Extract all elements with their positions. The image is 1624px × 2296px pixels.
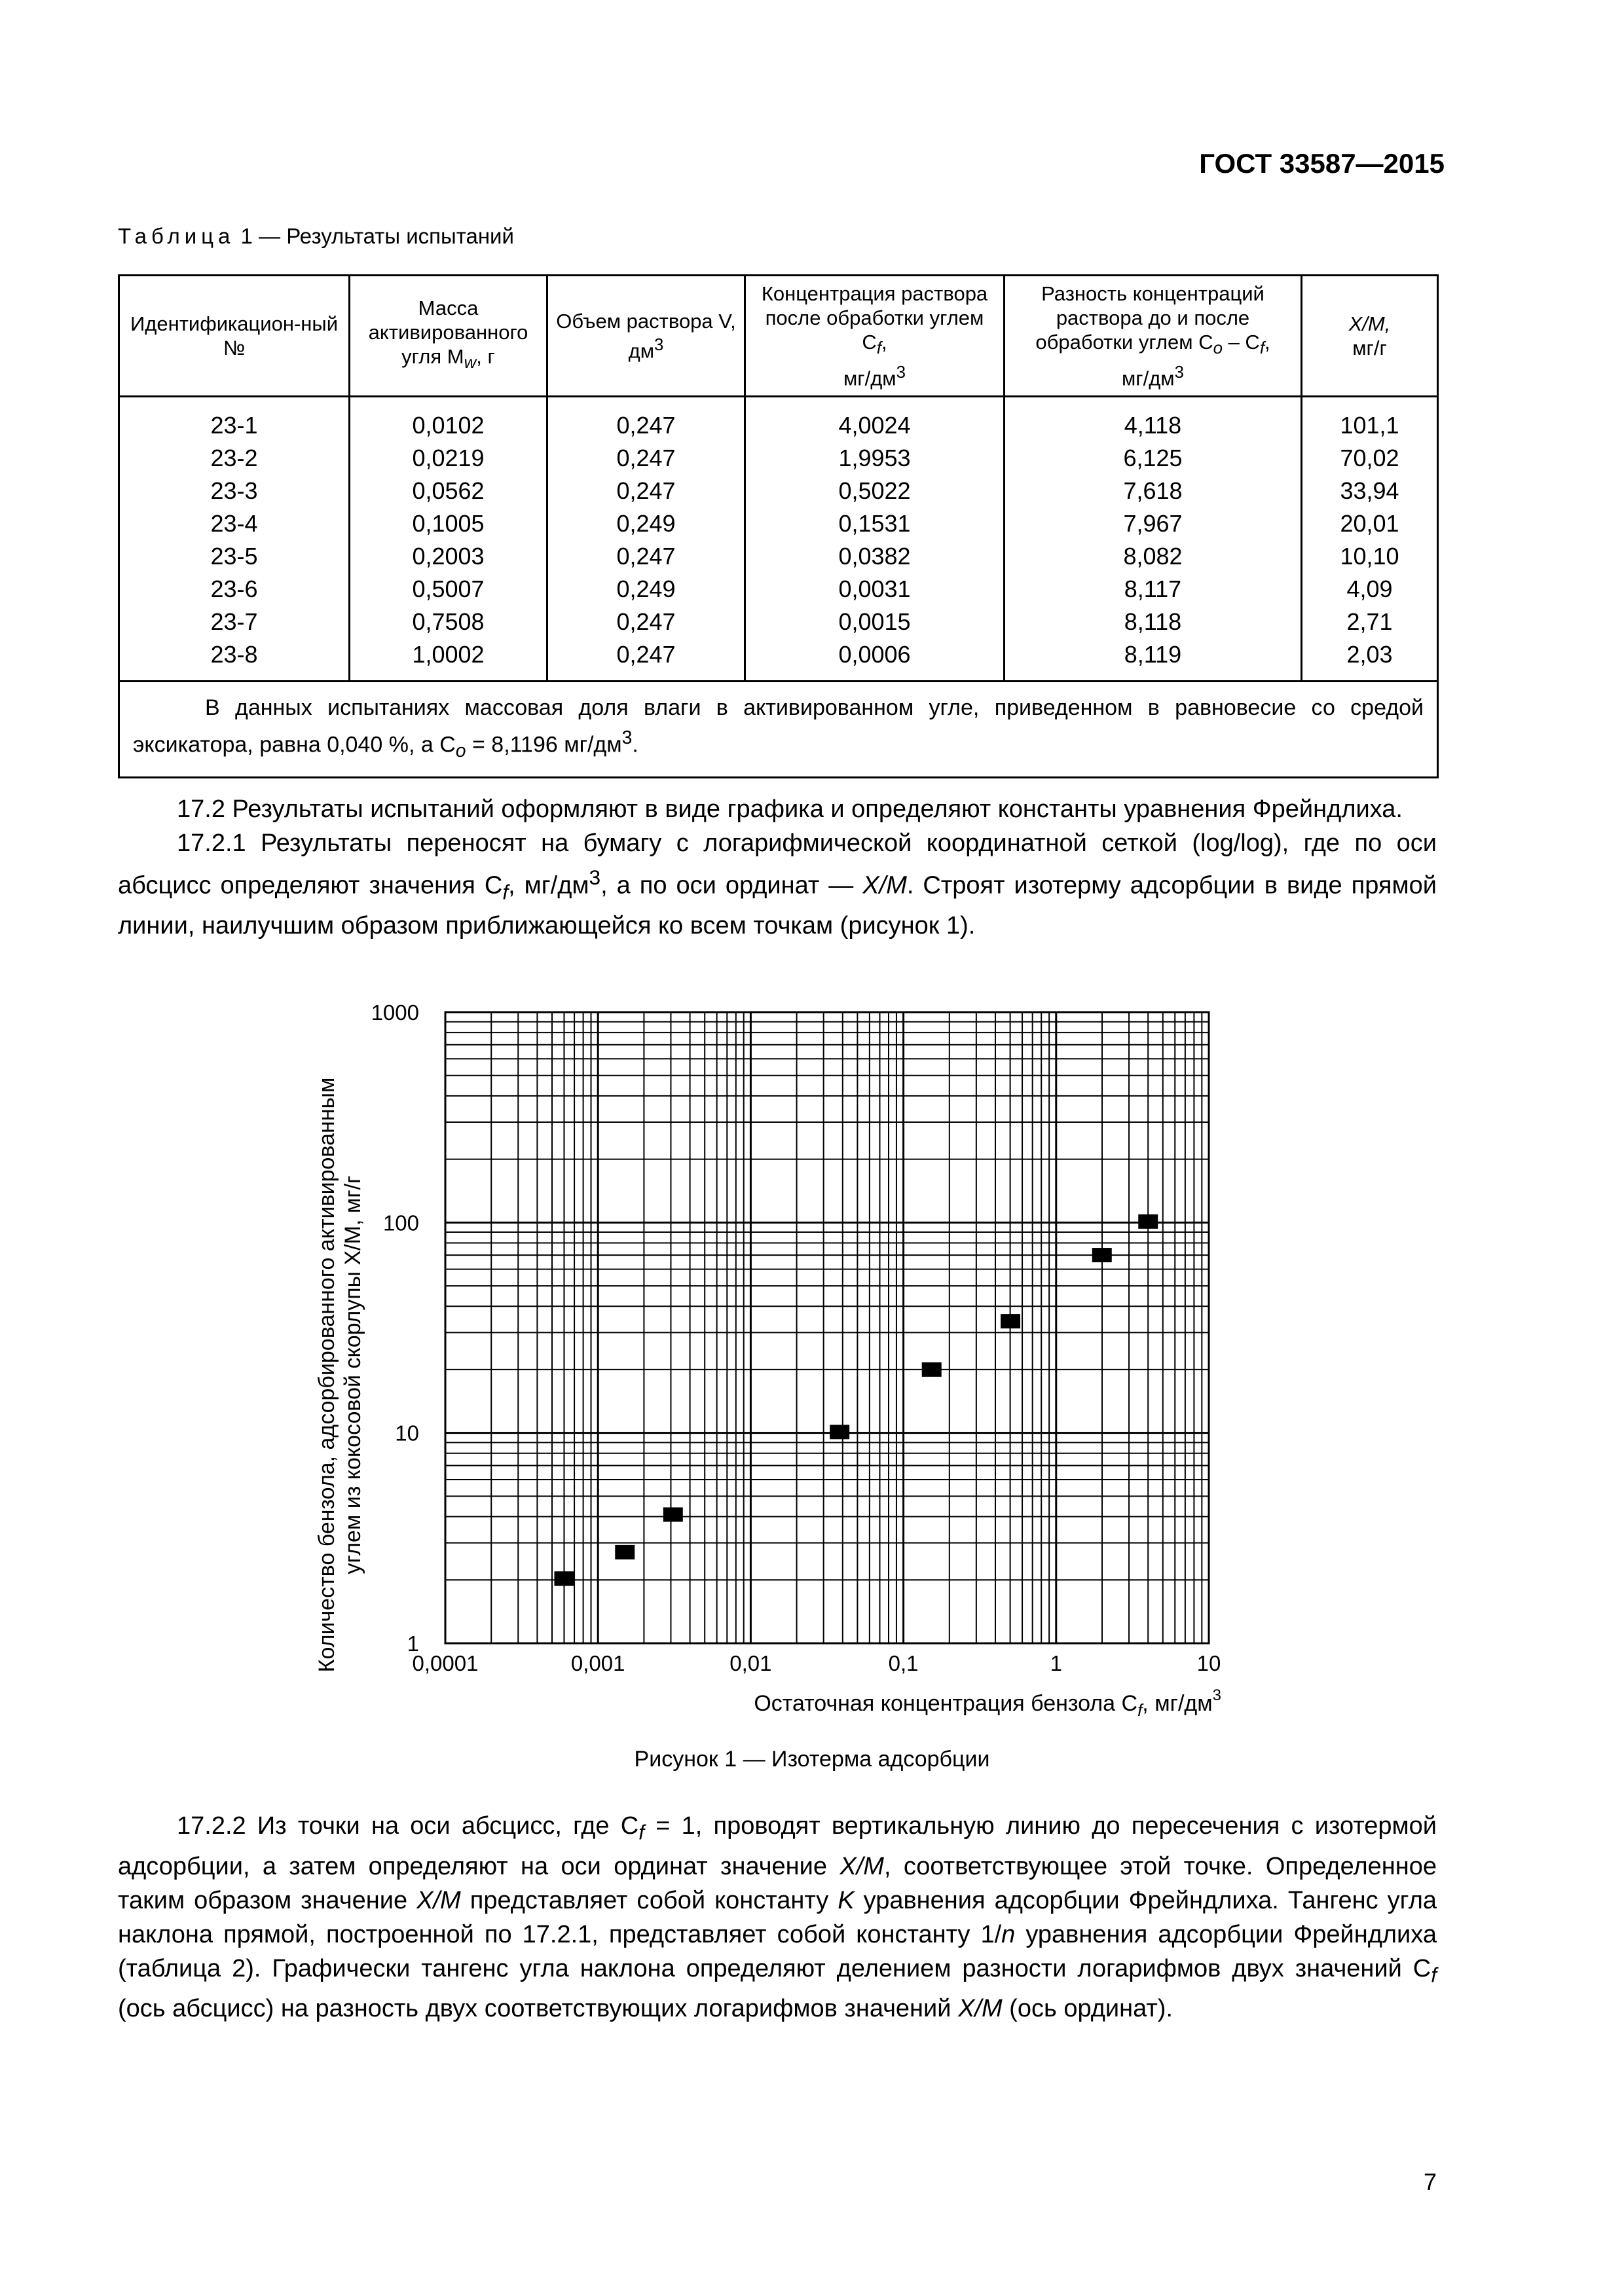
paragraph-17-2: 17.2 Результаты испытаний оформляют в виде графика и определяют константы уравнения Фрейндлиха. <box>177 795 1403 823</box>
cell: 1,9953 <box>745 442 1005 475</box>
data-point <box>1092 1248 1112 1262</box>
cell: 8,118 <box>1005 606 1302 638</box>
cell: 23-6 <box>119 573 350 606</box>
cell: 2,71 <box>1302 606 1438 638</box>
data-points <box>554 1214 1158 1586</box>
figure-caption: Рисунок 1 — Изотерма адсорбции <box>634 1747 990 1772</box>
cell: 0,0031 <box>745 573 1005 606</box>
header-xm: X/M, мг/г <box>1302 276 1438 397</box>
cell: 23-2 <box>119 442 350 475</box>
cell: 0,0382 <box>745 540 1005 573</box>
cell: 23-3 <box>119 475 350 507</box>
header-difference: Разность концентраций раствора до и после обработки углем $C_o - C_f$, $мг/дм^3$ <box>1005 276 1302 397</box>
cell: 0,249 <box>547 507 745 540</box>
cell: 0,7508 <box>350 606 547 638</box>
x-tick-label: 0,0001 <box>412 1651 479 1675</box>
header-mass: Масса активированного угля $M_w$, г <box>350 276 547 397</box>
cell: 23-1 <box>119 397 350 443</box>
table-row <box>119 475 1438 507</box>
cell: 0,0006 <box>745 638 1005 682</box>
header-id: Идентификацион-ный № <box>119 276 350 397</box>
header-concentration: Концентрация раствора после обработки углем $C_f$, $мг/дм^3$ <box>745 276 1005 397</box>
cell: 0,0219 <box>350 442 547 475</box>
cell: 2,03 <box>1302 638 1438 682</box>
cell: 0,1005 <box>350 507 547 540</box>
data-point <box>554 1571 574 1586</box>
cell: 33,94 <box>1302 475 1438 507</box>
table-row <box>119 507 1438 540</box>
table-row <box>119 442 1438 475</box>
x-tick-label: 10 <box>1196 1651 1221 1675</box>
cell: 0,0562 <box>350 475 547 507</box>
header-volume: Объем раствора V, $дм^3$ <box>547 276 745 397</box>
cell: 4,0024 <box>745 397 1005 443</box>
x-tick-label: 0,001 <box>570 1651 625 1675</box>
cell: 0,247 <box>547 540 745 573</box>
data-point <box>1001 1314 1020 1328</box>
y-axis-label-line-2: углем из кокосовой скорлупы X/M, мг/г <box>341 1175 365 1575</box>
table-row <box>119 638 1438 682</box>
table-header-row <box>119 276 1438 397</box>
y-tick-label: 1 <box>407 1631 419 1656</box>
table-row <box>119 573 1438 606</box>
cell: 1,0002 <box>350 638 547 682</box>
x-tick-label: 1 <box>1050 1651 1062 1675</box>
plot-frame <box>445 1012 1209 1643</box>
section-17-2 <box>118 792 1437 943</box>
data-point <box>830 1425 849 1439</box>
cell: 6,125 <box>1005 442 1302 475</box>
data-point <box>663 1507 683 1522</box>
cell: 4,09 <box>1302 573 1438 606</box>
adsorption-isotherm-chart <box>308 982 1257 1722</box>
cell: 8,119 <box>1005 638 1302 682</box>
axis-tick-labels <box>371 1000 1221 1675</box>
cell: 0,5022 <box>745 475 1005 507</box>
y-tick-label: 1000 <box>371 1000 419 1025</box>
paragraph-17-2-2: 17.2.2 Из точки на оси абсцисс, где $C_f = 1$, проводят вертикальную линию до пересечения с изотермой адсорбции, а затем определяют на оси ординат значение X/M, соответствующее этой точке. Определенное таким образом значение X/M представляет собой константу K уравнения адсорбции Фрейндлиха. Тангенс угла наклона прямой, построенной по 17.2.1, представляет собой константу 1/n уравнения адсорбции Фрейндлиха (таблица 2). Графически тангенс угла наклона определяют делением разности логарифмов двух значений $C_f$ (ось абсцисс) на разность двух соответствующих логарифмов значений X/M (ось ординат). <box>118 1812 1437 2023</box>
cell: 20,01 <box>1302 507 1438 540</box>
cell: 0,247 <box>547 606 745 638</box>
cell: 101,1 <box>1302 397 1438 443</box>
cell: 23-8 <box>119 638 350 682</box>
cell: 0,1531 <box>745 507 1005 540</box>
cell: 8,082 <box>1005 540 1302 573</box>
cell: 0,2003 <box>350 540 547 573</box>
x-axis-label: Остаточная концентрация бензола $C_f$, $мг/дм^3$ <box>754 1686 1221 1720</box>
table-note-row <box>119 682 1438 778</box>
page-number: 7 <box>1423 2168 1437 2195</box>
x-tick-label: 0,1 <box>888 1651 919 1675</box>
cell: 0,247 <box>547 475 745 507</box>
cell: 0,249 <box>547 573 745 606</box>
cell: 0,5007 <box>350 573 547 606</box>
paragraph-17-2-1: 17.2.1 Результаты переносят на бумагу с логарифмической координатной сеткой (log/log), где по оси абсцисс определяют значения $C_f$, $мг/дм^3$, а по оси ординат — X/M. Строят изотерму адсорбции в виде прямой линии, наилучшим образом приближающейся ко всем точкам (рисунок 1). <box>118 829 1437 940</box>
cell: 0,0015 <box>745 606 1005 638</box>
cell: 0,247 <box>547 638 745 682</box>
cell: 0,0102 <box>350 397 547 443</box>
log-grid <box>445 1012 1209 1643</box>
x-tick-label: 0,01 <box>729 1651 772 1675</box>
cell: 23-5 <box>119 540 350 573</box>
cell: 0,247 <box>547 442 745 475</box>
data-point <box>922 1362 942 1377</box>
y-tick-label: 10 <box>395 1421 419 1446</box>
cell: 70,02 <box>1302 442 1438 475</box>
results-table <box>118 274 1439 778</box>
cell: 23-7 <box>119 606 350 638</box>
y-axis-label <box>314 1078 365 1673</box>
data-point <box>615 1545 635 1559</box>
cell: 7,618 <box>1005 475 1302 507</box>
y-tick-label: 100 <box>382 1211 419 1235</box>
table-row <box>119 397 1438 443</box>
cell: 4,118 <box>1005 397 1302 443</box>
cell: 23-4 <box>119 507 350 540</box>
document-header: ГОСТ 33587—2015 <box>1199 148 1445 179</box>
cell: 0,247 <box>547 397 745 443</box>
table-row <box>119 540 1438 573</box>
table-note: В данных испытаниях массовая доля влаги в активированном угле, приведенном в равновесие со средой эксикатора, равна 0,040 %, а $C_o = 8,1196$ $мг/дм^3$. <box>119 682 1438 778</box>
data-point <box>1138 1214 1158 1229</box>
cell: 8,117 <box>1005 573 1302 606</box>
cell: 10,10 <box>1302 540 1438 573</box>
table-caption: Таблица 1 — Результаты испытаний <box>118 224 514 248</box>
section-17-2-2 <box>118 1809 1437 2026</box>
table-row <box>119 606 1438 638</box>
cell: 7,967 <box>1005 507 1302 540</box>
y-axis-label-line-1: Количество бензола, адсорбированного активированным <box>314 1077 339 1673</box>
